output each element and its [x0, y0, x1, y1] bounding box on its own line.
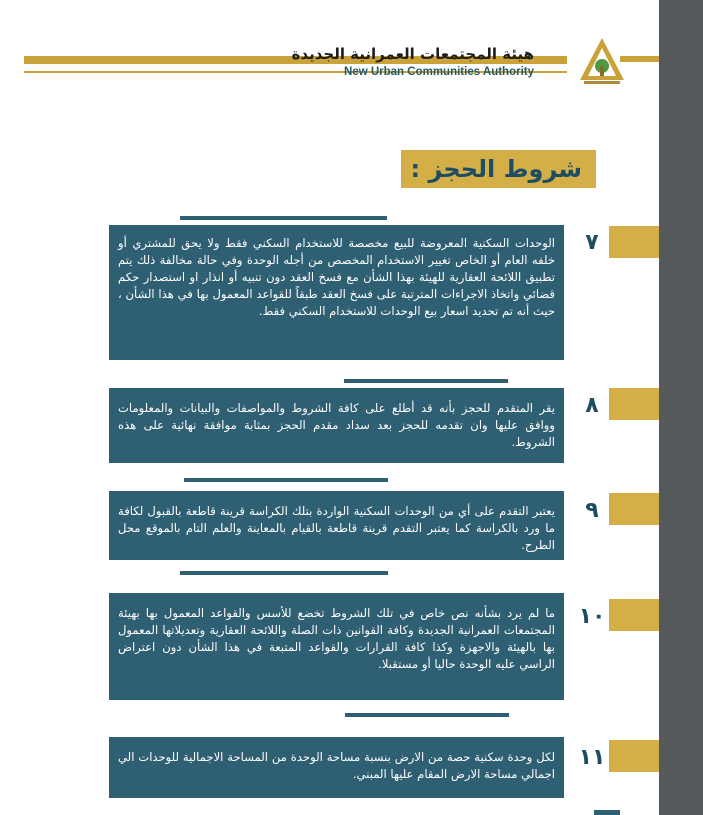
item-11-text: لكل وحدة سكنية حصة من الارض بنسبة مساحة الوحدة من المساحة الاجمالية للوحدات الي اجمالي مساحة الارض المقام عليها المبني.: [109, 737, 564, 798]
item-10-text: ما لم يرد بشأنه نص خاص في تلك الشروط تخضع للأسس والقواعد المعمول بها بهيئة المجتمعات العمرانية الجديدة وكافة القوانين ذات الصلة واللائحة العقارية وتعديلاتها المعمول بها بالهيئة والاجهزة وكذا كافة القرارات والقواعد المتبعة في هذا الشأن دون اعتراض الراسي عليه الوحدة حاليا أو مستقبلا.: [109, 593, 564, 700]
item-7-rule-bottom: [344, 379, 508, 383]
item-8-number: ٨: [585, 393, 599, 418]
nuca-logo-icon: [578, 36, 626, 86]
section-title: شروط الحجز :: [401, 150, 596, 188]
item-9-rule-bottom: [180, 571, 388, 575]
item-7-gold-bar: [609, 226, 659, 258]
item-10-rule-bottom: [345, 713, 509, 717]
item-7-text: الوحدات السكنية المعروضة للبيع مخصصة للاستخدام السكني فقط ولا يحق للمشتري أو خلفه العام أو الخاص تغيير الاستخدام المخصص من أجله الوحدة وفي حالة مخالفة ذلك يتم تطبيق اللائحة العقارية للهيئة بهذا الشأن مع فسخ العقد دون تنبيه أو انذار او استصدار حكم قضائي واتخاذ الاجراءات المترتبة على فسخ العقد طبقاً للقواعد المعمول بها في هذا الشأن ، حيث أنه تم تحديد اسعار بيع الوحدات للاستخدام السكني فقط.: [109, 225, 564, 360]
item-11-gold-bar: [609, 740, 659, 772]
item-8-text: يقر المتقدم للحجز بأنه قد أطلع على كافة الشروط والمواصفات والبيانات والمعلومات ووافق عليها وان تقدمه للحجز بعد سداد مقدم الحجز بمثابة موافقة نهائية على هذه الشروط.: [109, 388, 564, 463]
item-7-rule-top: [180, 216, 387, 220]
item-7-number: ٧: [585, 230, 599, 255]
item-8-rule-bottom: [184, 478, 388, 482]
org-name-arabic: هيئة المجتمعات العمرانية الجديدة: [291, 45, 534, 63]
next-item-marker: [594, 810, 620, 815]
item-10-number: ١٠: [578, 604, 606, 629]
item-9-gold-bar: [609, 493, 659, 525]
item-9-number: ٩: [585, 498, 599, 523]
item-9-text: يعتبر التقدم على أي من الوحدات السكنية الواردة بتلك الكراسة قرينة قاطعة بالقبول لكافة ما ورد بالكراسة كما يعتبر التقدم قرينة قاطعة بالقيام بالمعاينة والعلم التام بالموقع محل الطرح.: [109, 491, 564, 560]
item-8-gold-bar: [609, 388, 659, 420]
item-11-number: ١١: [578, 745, 606, 770]
org-name-english: New Urban Communities Authority: [344, 66, 534, 78]
item-10-gold-bar: [609, 599, 659, 631]
